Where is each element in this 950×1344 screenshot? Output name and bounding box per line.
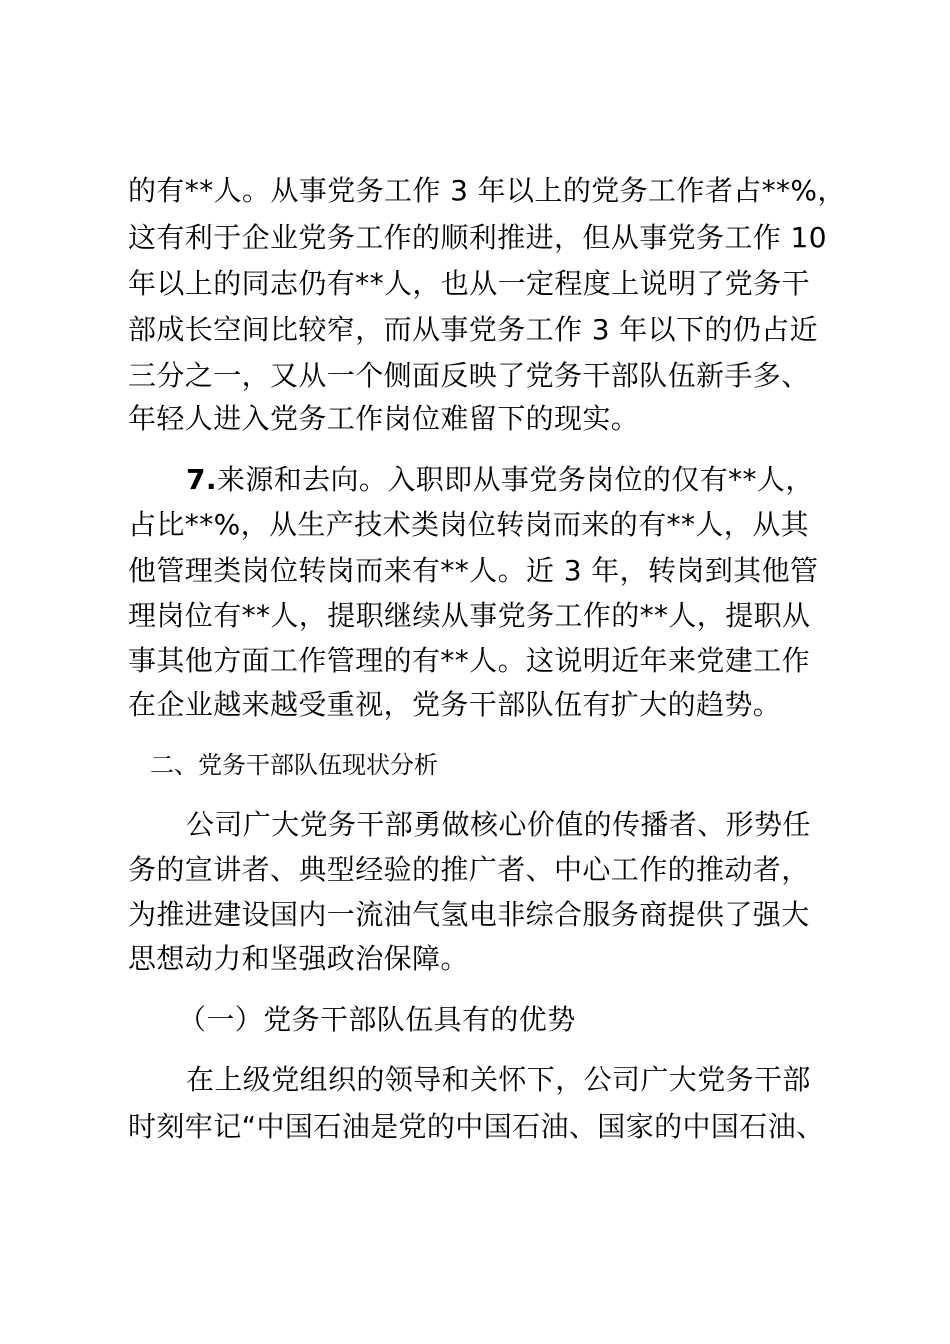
paragraph-line: 三分之一，又从一个侧面反映了党务干部队伍新手多、 <box>128 359 810 392</box>
paragraph-line: 他管理类岗位转岗而来有**人。近 3 年，转岗到其他管 <box>128 554 819 587</box>
paragraph-line: 部成长空间比较窄，而从事党务工作 3 年以下的仍占近 <box>128 313 819 346</box>
paragraph-line: 务的宣讲者、典型经验的推广者、中心工作的推动者， <box>128 853 810 886</box>
section-heading: 二、党务干部队伍现状分析 <box>150 751 438 779</box>
paragraph-line: 思想动力和坚强政治保障。 <box>128 942 469 975</box>
subsection-heading: （一）党务干部队伍具有的优势 <box>178 1003 576 1036</box>
paragraph-line: 时刻牢记“中国石油是党的中国石油、国家的中国石油、 <box>128 1110 825 1143</box>
item-number: 7. <box>186 463 217 496</box>
paragraph-line: 这有利于企业党务工作的顺利推进，但从事党务工作 10 <box>128 221 827 254</box>
numbered-item-line <box>186 460 814 500</box>
paragraph-line: 年以上的同志仍有**人，也从一定程度上说明了党务干 <box>128 267 811 300</box>
paragraph-line: 为推进建设国内一流油气氢电非综合服务商提供了强大 <box>128 898 810 931</box>
item-text: 来源和去向。入职即从事党务岗位的仅有**人， <box>216 463 814 496</box>
paragraph-line: 在企业越来越受重视，党务干部队伍有扩大的趋势。 <box>128 688 782 721</box>
paragraph-line: 公司广大党务干部勇做核心价值的传播者、形势任 <box>186 808 811 841</box>
paragraph-line: 理岗位有**人，提职继续从事党务工作的**人，提职从 <box>128 599 811 632</box>
paragraph-line: 占比**%，从生产技术类岗位转岗而来的有**人，从其 <box>128 508 810 541</box>
paragraph-line: 的有**人。从事党务工作 3 年以上的党务工作者占**%， <box>128 174 846 207</box>
paragraph-line: 年轻人进入党务工作岗位难留下的现实。 <box>128 402 640 435</box>
paragraph-line: 在上级党组织的领导和关怀下，公司广大党务干部 <box>186 1063 811 1096</box>
paragraph-line: 事其他方面工作管理的有**人。这说明近年来党建工作 <box>128 644 811 677</box>
